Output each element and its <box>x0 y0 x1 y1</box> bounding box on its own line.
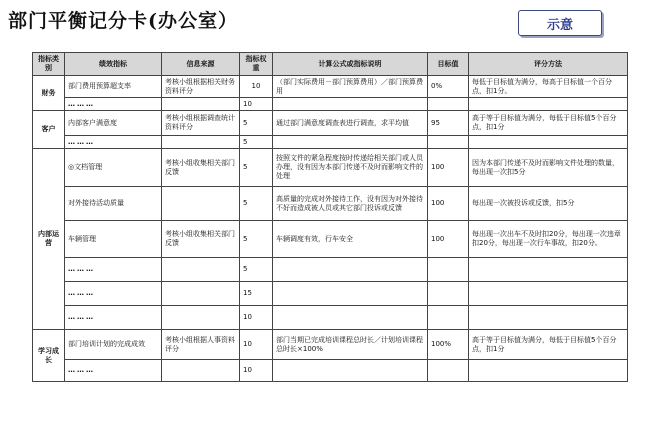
source-cell <box>162 306 240 330</box>
table-row <box>33 149 628 187</box>
target-cell <box>428 98 469 111</box>
table-row <box>33 136 628 149</box>
header-scoring: 评分方法 <box>469 53 628 76</box>
weight-cell: 10 <box>240 306 273 330</box>
formula-cell <box>273 282 428 306</box>
header-indicator: 绩效指标 <box>65 53 162 76</box>
formula-cell <box>273 136 428 149</box>
target-cell <box>428 360 469 382</box>
header-weight: 指标权重 <box>240 53 273 76</box>
target-cell: 100 <box>428 149 469 187</box>
weight-cell: 5 <box>240 136 273 149</box>
formula-cell <box>273 258 428 282</box>
indicator-cell: ……… <box>65 258 162 282</box>
target-cell <box>428 136 469 149</box>
category-customer: 客户 <box>33 111 65 149</box>
weight-cell: 10 <box>240 98 273 111</box>
indicator-cell: ◎文档管理 <box>65 149 162 187</box>
scoring-cell <box>469 360 628 382</box>
formula-cell: 高质量的完成对外接待工作，没有因为对外接待不好而造成被人员或其它部门投诉或反馈 <box>273 187 428 221</box>
table-row <box>33 187 628 221</box>
table-row <box>33 306 628 330</box>
target-cell: 100 <box>428 221 469 258</box>
source-cell <box>162 282 240 306</box>
weight-cell: 10 <box>240 76 273 98</box>
weight-cell: 10 <box>240 360 273 382</box>
source-cell: 考核小组根据调查统计资料评分 <box>162 111 240 136</box>
scoring-cell: 高于等于目标值为满分，每低于目标值5个百分点，扣1分 <box>469 111 628 136</box>
target-cell <box>428 258 469 282</box>
weight-cell: 10 <box>240 330 273 360</box>
formula-cell: 通过部门满意度调查表进行调查，求平均值 <box>273 111 428 136</box>
header-source: 信息来源 <box>162 53 240 76</box>
scoring-cell <box>469 282 628 306</box>
target-cell: 0% <box>428 76 469 98</box>
target-cell <box>428 306 469 330</box>
table-row <box>33 98 628 111</box>
indicator-cell: ……… <box>65 136 162 149</box>
category-learning: 学习成长 <box>33 330 65 382</box>
category-internal: 内部运营 <box>33 149 65 330</box>
target-cell: 100% <box>428 330 469 360</box>
source-cell: 考核小组根据人事资料评分 <box>162 330 240 360</box>
target-cell: 100 <box>428 187 469 221</box>
table-row <box>33 111 628 136</box>
indicator-cell: 部门费用预算超支率 <box>65 76 162 98</box>
source-cell <box>162 136 240 149</box>
scoring-cell: 每出现一次出车不及时扣20分，每出现一次违章扣20分，每出现一次行车事故，扣20分。 <box>469 221 628 258</box>
weight-cell: 5 <box>240 187 273 221</box>
scoring-cell: 高于等于目标值为满分，每低于目标值5个百分点，扣1分 <box>469 330 628 360</box>
formula-cell: 车辆调度有效，行车安全 <box>273 221 428 258</box>
table-row <box>33 360 628 382</box>
scoring-cell <box>469 306 628 330</box>
table-row <box>33 221 628 258</box>
scoring-cell: 每低于目标值为满分，每高于目标值一个百分点，扣1分。 <box>469 76 628 98</box>
header-category: 指标类别 <box>33 53 65 76</box>
source-cell <box>162 98 240 111</box>
indicator-cell: 内部客户满意度 <box>65 111 162 136</box>
weight-cell: 5 <box>240 111 273 136</box>
formula-cell: 部门当期已完成培训课程总时长／计划培训课程总时长×100% <box>273 330 428 360</box>
scoring-cell: 因为本部门传递不及时而影响文件处理的数量，每出现一次扣5分 <box>469 149 628 187</box>
source-cell <box>162 360 240 382</box>
indicator-cell: 部门培训计划的完成成效 <box>65 330 162 360</box>
indicator-cell: 车辆管理 <box>65 221 162 258</box>
weight-cell: 15 <box>240 282 273 306</box>
target-cell: 95 <box>428 111 469 136</box>
category-finance: 财务 <box>33 76 65 111</box>
indicator-cell: ……… <box>65 282 162 306</box>
source-cell <box>162 187 240 221</box>
source-cell: 考核小组收集相关部门反馈 <box>162 221 240 258</box>
formula-cell: 按照文件的紧急程度按时传递给相关部门或人员办理，没有因为本部门传递不及时而影响文件的处理 <box>273 149 428 187</box>
source-cell: 考核小组收集相关部门反馈 <box>162 149 240 187</box>
indicator-cell: 对外接待活动质量 <box>65 187 162 221</box>
sample-badge[interactable]: 示意 <box>518 10 602 36</box>
formula-cell: （部门实际费用－部门预算费用）／部门预算费用 <box>273 76 428 98</box>
formula-cell <box>273 360 428 382</box>
weight-cell: 5 <box>240 258 273 282</box>
formula-cell <box>273 306 428 330</box>
header-formula: 计算公式或指标说明 <box>273 53 428 76</box>
scoring-cell: 每出现一次被投诉或反馈，扣5分 <box>469 187 628 221</box>
table-row <box>33 258 628 282</box>
table-header-row <box>33 53 628 76</box>
balanced-scorecard-table <box>32 52 628 382</box>
indicator-cell: ……… <box>65 98 162 111</box>
indicator-cell: ……… <box>65 306 162 330</box>
formula-cell <box>273 98 428 111</box>
indicator-cell: ……… <box>65 360 162 382</box>
scoring-cell <box>469 98 628 111</box>
target-cell <box>428 282 469 306</box>
header-target: 目标值 <box>428 53 469 76</box>
scoring-cell <box>469 258 628 282</box>
weight-cell: 5 <box>240 149 273 187</box>
source-cell <box>162 258 240 282</box>
source-cell: 考核小组根据相关财务资料评分 <box>162 76 240 98</box>
page-title: 部门平衡记分卡(办公室） <box>8 10 238 32</box>
scoring-cell <box>469 136 628 149</box>
table-row <box>33 330 628 360</box>
table-row <box>33 76 628 98</box>
table-row <box>33 282 628 306</box>
weight-cell: 5 <box>240 221 273 258</box>
